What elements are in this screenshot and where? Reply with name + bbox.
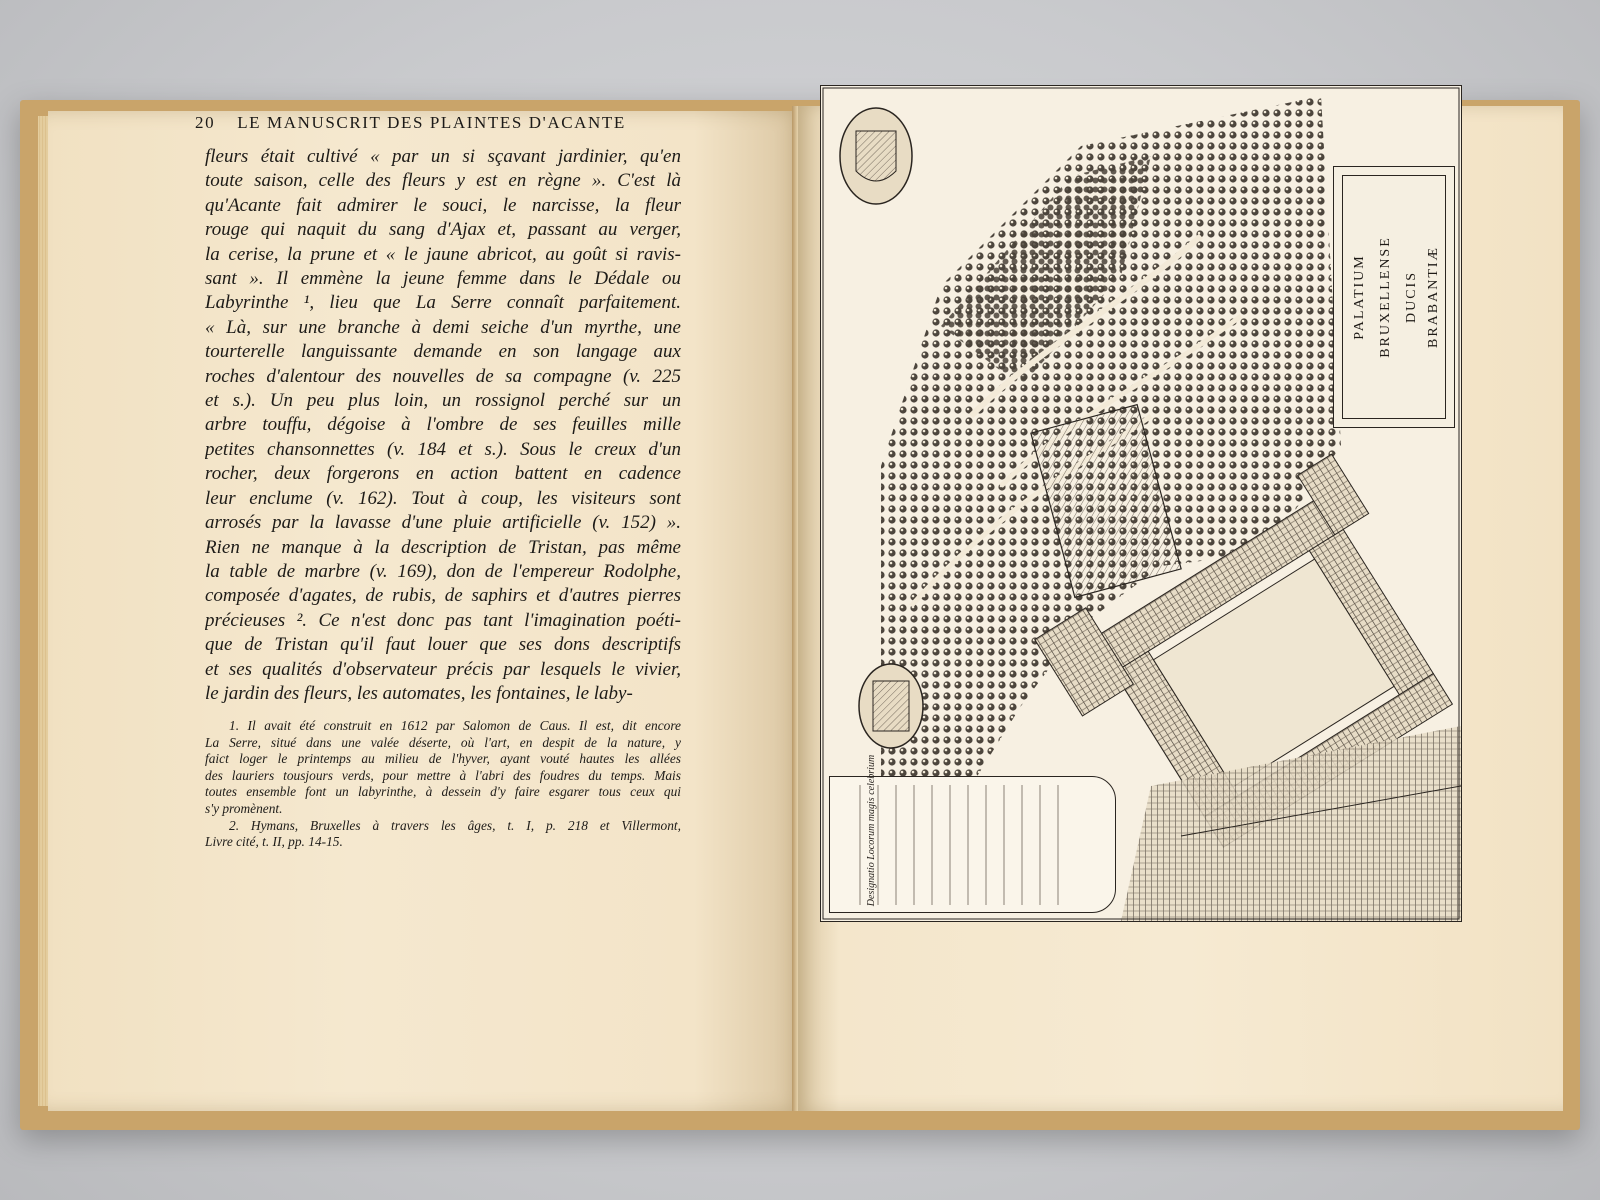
body-line: rouge qui naquit du sang d'Ajax et, passant au verger, [205,219,681,241]
footnote-line: des lauriers tousjours verds, pour mettre à l'abri des foudres du temps. Mais [205,767,681,783]
title-cartouche [1333,166,1455,428]
running-header [195,113,675,133]
running-head-title: LE MANUSCRIT DES PLAINTES D'ACANTE [237,113,626,132]
footnotes [205,718,681,851]
cartouche-line-3: DUCIS [1404,270,1420,324]
legend-box [829,754,1116,913]
body-line: tourterelle languissante demande en son langage aux [205,341,681,363]
body-line: fleurs était cultivé « par un si sçavant jardinier, qu'en [205,146,681,167]
body-line: et ses qualités d'observateur précis par lesquels le vivier, [205,658,681,680]
body-line: Rien ne manque à la description de Tristan, pas même [205,536,681,558]
body-line: le jardin des fleurs, les automates, les fontaines, le laby- [205,682,633,704]
body-line: roches d'alentour des nouvelles de sa compagne (v. 225 [205,365,681,387]
legend-title: Designatio Locorum magis celebrium [866,754,878,907]
body-line: rocher, deux forgerons en action battent en cadence [205,463,681,485]
body-line: la cerise, la prune et « le jaune abricot, au goût si ravis- [205,243,681,265]
footnote-line: toutes ensemble font un labyrinthe, à dessein d'y faire esgarer tous ceux qui [205,784,681,800]
body-text [205,145,681,706]
cartouche-line-2: BRUXELLENSE [1378,236,1393,358]
footnote-line: 1. Il avait été construit en 1612 par Salomon de Caus. Il est, dit encore [229,718,681,733]
body-line: arbre touffu, dégoise à l'ombre de ses feuilles mille [205,414,681,436]
footnote-line: faict loger le printemps au milieu de l'hyver, ayant vouté hautes les allées [205,751,681,767]
body-line: arrosés par la lavasse d'une pluie artificielle (v. 152) ». [205,512,681,534]
body-line: « Là, sur une branche à demi seiche d'un myrthe, une [205,316,681,338]
body-line: que de Tristan qu'il faut louer que ses dons descriptifs [205,634,681,656]
footnote-line: s'y promènent. [205,800,283,816]
engraving-plate [820,85,1462,922]
body-line: leur enclume (v. 162). Tout à coup, les visiteurs sont [205,487,681,509]
page-number: 20 [195,113,216,132]
footnote-line: Livre cité, t. II, pp. 14-15. [205,834,343,850]
body-line: toute saison, celle des fleurs y est en règne ». C'est là [205,170,681,192]
body-line: sant ». Il emmène la jeune femme dans le Dédale ou [205,268,681,290]
body-line: et s.). Un peu plus loin, un rossignol perché sur un [205,390,681,412]
body-line: petites chansonnettes (v. 184 et s.). Sous le creux d'un [205,438,681,460]
footnote-line: 2. Hymans, Bruxelles à travers les âges, t. I, p. 218 et Villermont, [229,817,681,833]
body-line: qu'Acante fait admirer le souci, le narcisse, la fleur [205,194,681,216]
footnote-line: La Serre, situé dans une valée déserte, où l'art, en despit de la nature, y [205,734,681,750]
cartouche-line-4: BRABANTIÆ [1426,245,1442,349]
body-line: précieuses ². Ce n'est donc pas tant l'imagination poéti- [205,609,681,631]
book-gutter [792,106,798,1111]
body-line: Labyrinthe ¹, lieu que La Serre connaît parfaitement. [205,292,681,314]
body-line: composée d'agates, de rubis, de saphirs et d'autres pierres [205,585,681,607]
cartouche-line-1: PALATIUM [1352,254,1367,340]
body-line: la table de marbre (v. 169), don de l'empereur Rodolphe, [205,560,681,582]
